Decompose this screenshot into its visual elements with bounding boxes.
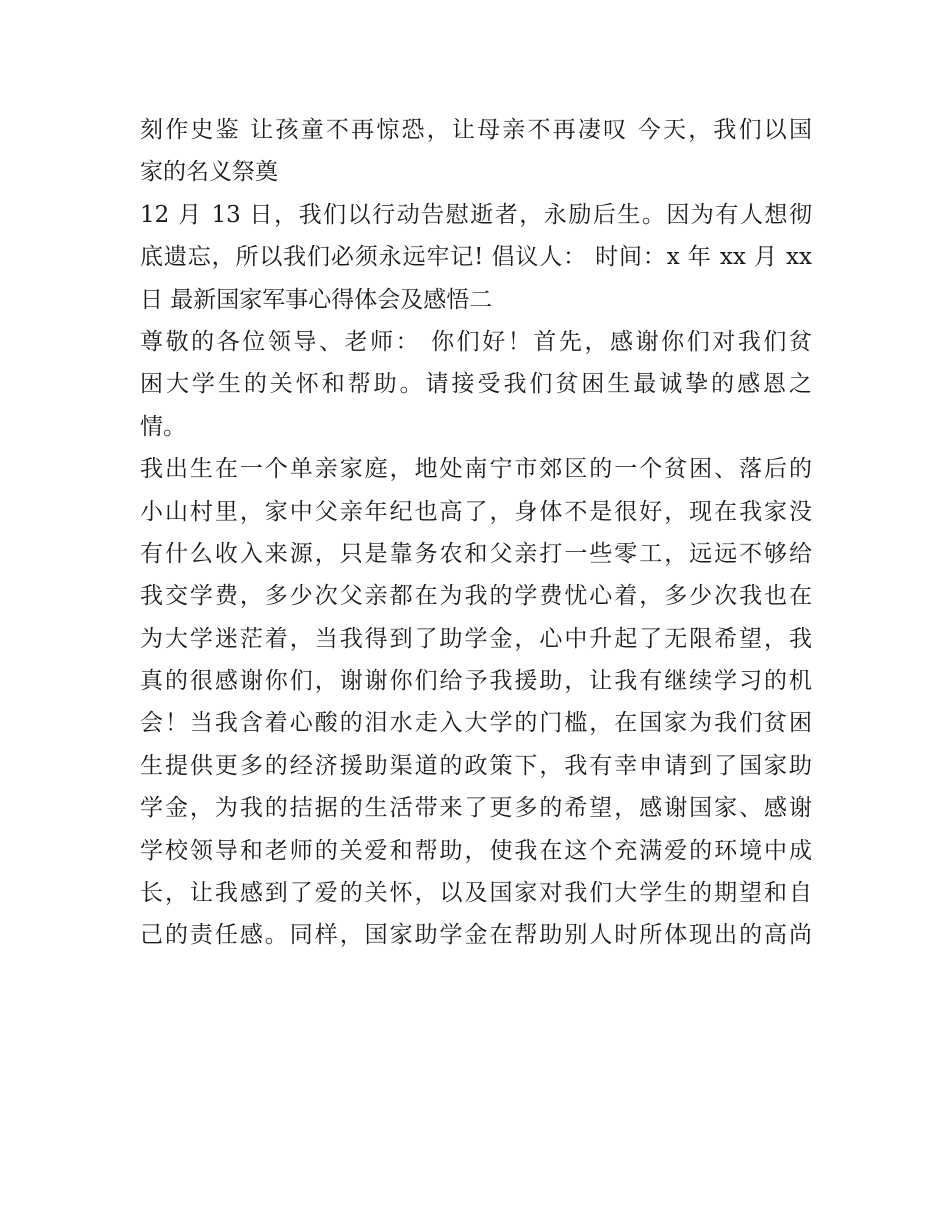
text-line: 困大学生的关怀和帮助。请接受我们贫困生最诚挚的感恩之 (140, 371, 812, 398)
text-line: 我出生在一个单亲家庭，地处南宁市郊区的一个贫困、落后的 (140, 456, 812, 483)
text-line: 长，让我感到了爱的关怀，以及国家对我们大学生的期望和自 (140, 880, 812, 907)
text-line: 尊敬的各位领导、老师： 你们好！首先，感谢你们对我们贫 (140, 328, 812, 355)
text-line: 家的名义祭奠 (140, 159, 278, 186)
text-line: 底遗忘，所以我们必须永远牢记! 倡议人： 时间：x 年 xx 月 xx (140, 244, 812, 271)
paragraph-2 (140, 194, 812, 321)
text-line: 学校领导和老师的关爱和帮助，使我在这个充满爱的环境中成 (140, 837, 812, 864)
paragraph-3 (140, 321, 812, 448)
text-line: 学金，为我的拮据的生活带来了更多的希望，感谢国家、感谢 (140, 795, 812, 822)
text-line: 会！当我含着心酸的泪水走入大学的门槛，在国家为我们贫困 (140, 710, 812, 737)
paragraph-1 (140, 109, 812, 194)
text-line: 小山村里，家中父亲年纪也高了，身体不是很好，现在我家没 (140, 498, 812, 525)
text-line: 有什么收入来源，只是靠务农和父亲打一些零工，远远不够给 (140, 540, 812, 567)
text-line: 我交学费，多少次父亲都在为我的学费忧心着，多少次我也在 (140, 583, 812, 610)
text-line: 日 最新国家军事心得体会及感悟二 (140, 286, 493, 313)
text-line: 为大学迷茫着，当我得到了助学金，心中升起了无限希望，我 (140, 625, 812, 652)
text-line: 己的责任感。同样，国家助学金在帮助别人时所体现出的高尚 (140, 922, 812, 949)
document-body (140, 109, 812, 957)
text-line: 真的很感谢你们，谢谢你们给予我援助，让我有继续学习的机 (140, 668, 812, 695)
text-line: 刻作史鉴 让孩童不再惊恐，让母亲不再凄叹 今天，我们以国 (140, 117, 812, 143)
text-line: 生提供更多的经济援助渠道的政策下，我有幸申请到了国家助 (140, 752, 812, 779)
text-line: 12 月 13 日，我们以行动告慰逝者，永励后生。因为有人想彻 (140, 201, 812, 228)
text-line: 情。 (140, 413, 186, 440)
paragraph-4 (140, 448, 812, 957)
